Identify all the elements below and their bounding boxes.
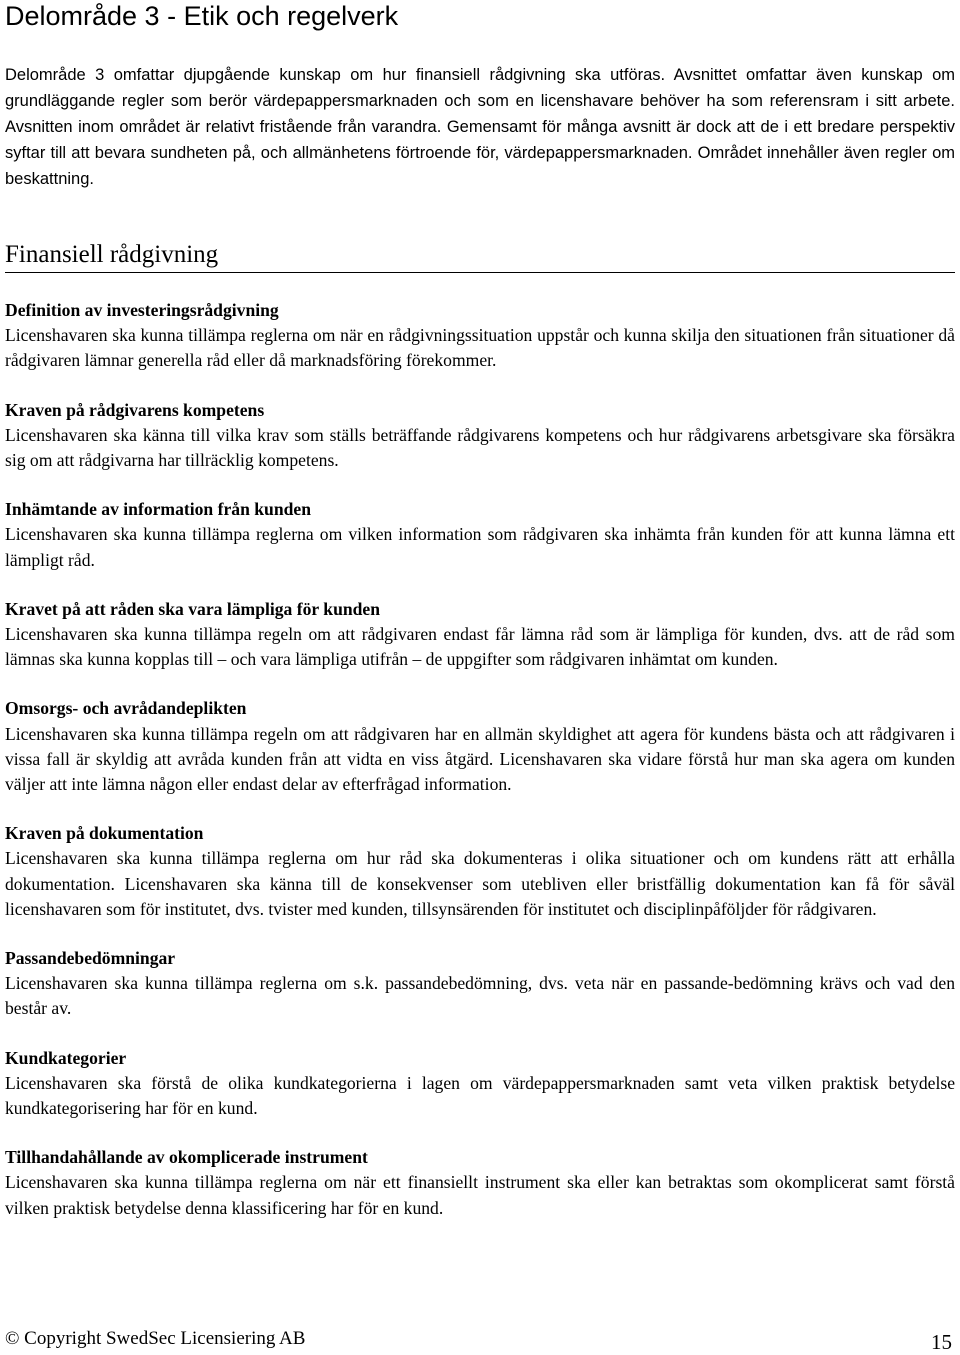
- topic-body: Licenshavaren ska kunna tillämpa reglerna om s.k. passandebedömning, dvs. veta när en passande-bedömning krävs och vad den består av.: [5, 973, 955, 1019]
- topic-body: Licenshavaren ska kunna tillämpa reglerna om när ett finansiellt instrument ska eller kan betraktas som okomplicerat samt förstå vilken praktisk betydelse denna klassificering har för en kund.: [5, 1172, 955, 1218]
- topic-heading: Inhämtande av information från kunden: [5, 499, 311, 520]
- topic-body: Licenshavaren ska kunna tillämpa reglerna om vilken information som rådgivaren ska inhämta från kunden för att kunna lämna ett lämpligt råd.: [5, 524, 955, 570]
- topic-appropriateness: [5, 946, 955, 1022]
- document-title: Delområde 3 - Etik och regelverk: [5, 1, 399, 31]
- topic-heading: Definition av investeringsrådgivning: [5, 300, 279, 320]
- topic-body: Licenshavaren ska kunna tillämpa regeln om att rådgivaren har en allmän skyldighet att agera för kundens bästa och att rådgivaren i vissa fall är skyldig att avråda kunden från att vidta en viss åtgärd. Licenshavaren ska vidare förstå hur man ska agera om kunden väljer att inte lämna någon eller endast delar av efterfrågad information.: [5, 723, 955, 795]
- topic-definition: [5, 298, 955, 374]
- topic-suitability: [5, 597, 955, 673]
- section-heading: Finansiell rådgivning: [5, 240, 955, 273]
- topic-list: [5, 298, 955, 1245]
- page-number: 15: [931, 1330, 952, 1354]
- topic-body: Licenshavaren ska kunna tillämpa reglerna om hur råd ska dokumenteras i olika situationer och om kundens rätt att erhålla dokumentation. Licenshavaren ska känna till de konsekvenser som utebliven eller bristfällig dokumentation kan få för såväl licenshavaren som för institutet, dvs. tvister med kunden, tillsynsärenden för institutet och disciplinpåföljder för rådgivaren.: [5, 848, 955, 919]
- topic-heading: Kravet på att råden ska vara lämpliga för kunden: [5, 598, 381, 619]
- topic-client-categories: [5, 1046, 955, 1122]
- topic-documentation: [5, 821, 955, 922]
- topic-heading: Tillhandahållande av okomplicerade instrument: [5, 1147, 368, 1168]
- topic-heading: Kraven på dokumentation: [5, 823, 204, 844]
- intro-paragraph: Delområde 3 omfattar djupgående kunskap om hur finansiell rådgivning ska utföras. Avsnittet omfattar även kunskap om grundläggande regler som berör värdepappersmarknaden och som en licenshavare behöver ha som referensram i sitt arbete. Avsnitten inom området är relativt fristående från varandra. Gemensamt för många avsnitt är dock att de i ett bredare perspektiv syftar till att bevara sundheten på, och allmänhetens förtroende för, värdepappersmarknaden. Området innehåller även regler om beskattning.: [5, 66, 955, 188]
- topic-body: Licenshavaren ska kunna tillämpa reglerna om när en rådgivningssituation uppstår och kunna skilja den situationen från situationer då rådgivaren lämnar generella råd eller då marknadsföring förekommer.: [5, 325, 955, 371]
- copyright-notice: © Copyright SwedSec Licensiering AB: [5, 1328, 306, 1349]
- topic-heading: Omsorgs- och avrådandeplikten: [5, 698, 247, 719]
- topic-heading: Passandebedömningar: [5, 948, 176, 969]
- topic-competence: [5, 398, 955, 474]
- topic-heading: Kundkategorier: [5, 1047, 127, 1068]
- topic-information: [5, 497, 955, 573]
- topic-non-complex-instruments: [5, 1145, 955, 1221]
- topic-heading: Kraven på rådgivarens kompetens: [5, 399, 265, 420]
- topic-body: Licenshavaren ska kunna tillämpa regeln om att rådgivaren endast får lämna råd som är lämpliga för kunden, dvs. att de råd som lämnas ska kunna kopplas till – och vara lämpliga utifrån – de uppgifter som rådgivaren inhämtat om kunden.: [5, 624, 955, 670]
- topic-body: Licenshavaren ska förstå de olika kundkategorierna i lagen om värdepappersmarknaden samt veta vilken praktisk betydelse kundkategorisering har för en kund.: [5, 1072, 955, 1119]
- topic-care-duty: [5, 696, 955, 797]
- topic-body: Licenshavaren ska känna till vilka krav som ställs beträffande rådgivarens kompetens och hur rådgivarens arbetsgivare ska försäkra sig om att rådgivarna har tillräcklig kompetens.: [5, 424, 955, 471]
